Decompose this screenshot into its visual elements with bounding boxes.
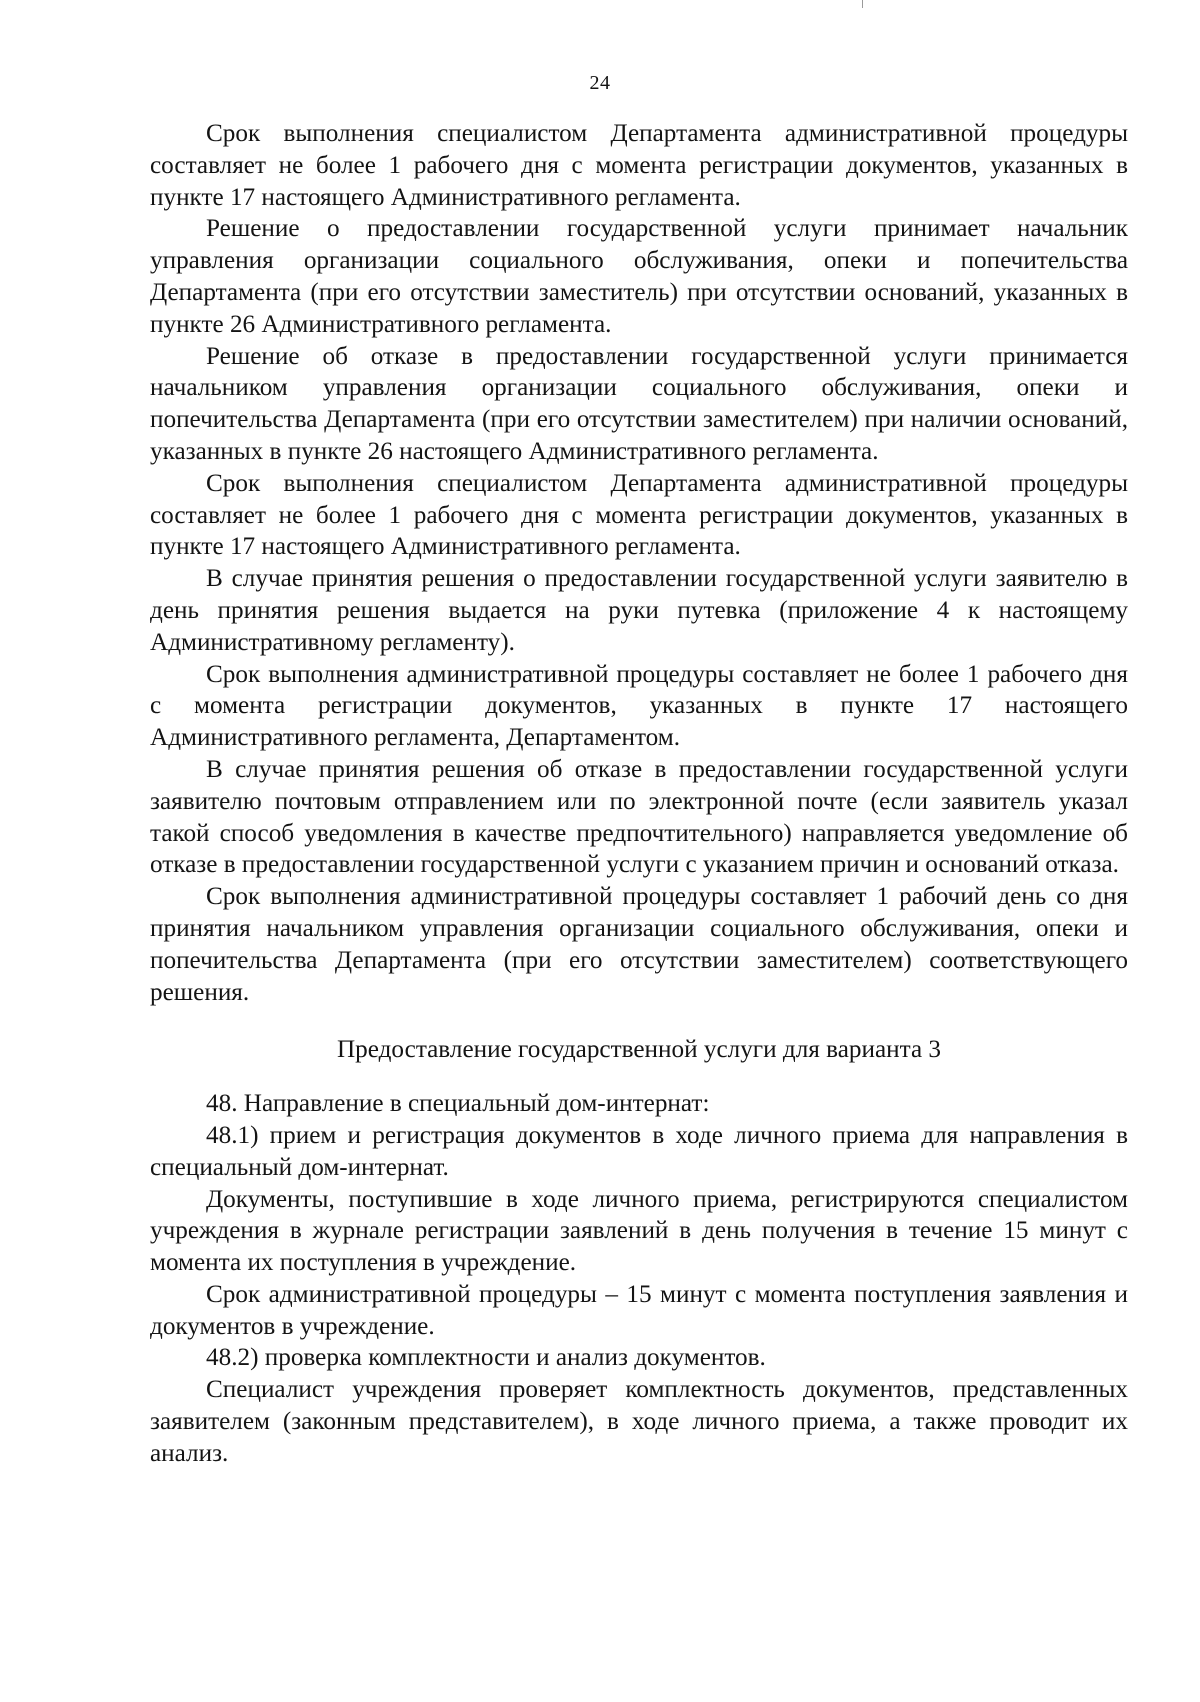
paragraph-completeness-check: Специалист учреждения проверяет комплектность документов, представленных заявителем (законным представителем), в ходе личного приема, а также проводит их анализ. xyxy=(150,1376,1128,1467)
paragraph-procedure-term-4: Срок выполнения административной процедуры составляет 1 рабочий день со дня принятия начальником управления организации социального обслуживания, опеки и попечительства Департамента (при его отсутствии заместителем) соответствующего решения. xyxy=(150,883,1128,1006)
page-number: 24 xyxy=(589,72,611,94)
paragraph-registration-term: Срок административной процедуры – 15 минут с момента поступления заявления и документов в учреждение. xyxy=(150,1280,1128,1340)
paragraph-procedure-term-3: Срок выполнения административной процедуры составляет не более 1 рабочего дня с момента регистрации документов, указанных в пункте 17 настоящего Административного регламента, Департаментом. xyxy=(150,660,1128,752)
paragraph-procedure-term-1: Срок выполнения специалистом Департамента административной процедуры составляет не более 1 рабочего дня с момента регистрации документов, указанных в пункте 17 настоящего Административного регламента. xyxy=(150,120,1128,211)
paragraph-decision-grant: Решение о предоставлении государственной услуги принимает начальник управления организации социального обслуживания, опеки и попечительства Департамента (при его отсутствии заместитель) при отсутствии оснований, указанных в пункте 26 Административного регламента. xyxy=(150,215,1128,338)
scan-artifact-mark xyxy=(862,0,863,8)
paragraph-voucher-issue: В случае принятия решения о предоставлении государственной услуги заявителю в день принятия решения выдается на руки путевка (приложение 4 к настоящему Административному регламенту). xyxy=(150,565,1128,656)
paragraph-decision-refusal: Решение об отказе в предоставлении государственной услуги принимается начальником управления организации социального обслуживания, опеки и попечительства Департамента (при его отсутствии заместителем) при наличии оснований, указанных в пункте 26 настоящего Административного регламента. xyxy=(150,342,1128,465)
paragraph-procedure-term-2: Срок выполнения специалистом Департамента административной процедуры составляет не более 1 рабочего дня с момента регистрации документов, указанных в пункте 17 настоящего Административного регламента. xyxy=(150,469,1128,561)
section-heading: Предоставление государственной услуги для варианта 3 xyxy=(336,1036,942,1064)
item-48-1: 48.1) прием и регистрация документов в ходе личного приема для направления в специальный дом-интернат. xyxy=(150,1121,1128,1181)
paragraph-registration: Документы, поступившие в ходе личного приема, регистрируются специалистом учреждения в журнале регистрации заявлений в день получения в течение 15 минут с момента их поступления в учреждение. xyxy=(150,1185,1128,1277)
paragraph-refusal-notification: В случае принятия решения об отказе в предоставлении государственной услуги заявителю почтовым отправлением или по электронной почте (если заявитель указал такой способ уведомления в качестве предпочтительного) направляется уведомление об отказе в предоставлении государственной услуги с указанием причин и оснований отказа. xyxy=(150,755,1128,879)
document-body xyxy=(150,118,1128,1470)
item-48: 48. Направление в специальный дом-интернат: xyxy=(206,1090,710,1118)
item-48-2: 48.2) проверка комплектности и анализ документов. xyxy=(206,1344,766,1372)
